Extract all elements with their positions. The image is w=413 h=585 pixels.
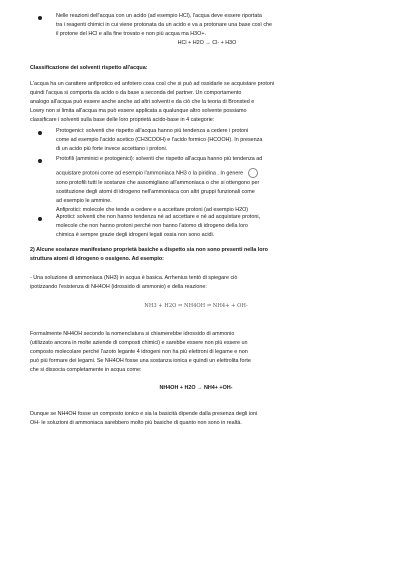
text-line: Dunque se NH4OH fosse un composto ionico e sia la basicità dipende dalla presenza degli ioni — [30, 411, 258, 417]
bullet-marker — [38, 159, 42, 163]
text-line: analogo all'acqua può essere anche anche ad altri solventi e da ciò che la teoria di Bronsted e — [30, 99, 255, 106]
pyridine-ring-icon — [248, 168, 258, 178]
text-line: che si dissocia completamente in acqua come: — [30, 367, 142, 374]
bullet-marker — [38, 16, 42, 20]
text-line: 2) Alcune sostanze manifestano proprietà basiche a dispetto sia non sono presenti nella loro — [30, 247, 268, 253]
text-line: come ad esempio l'acido acetico (CH3COOH) e l'acido formico (HCOOH). In presenza — [56, 137, 263, 144]
text-line: (utilizzato ancora in molte aziende di composti chimici) e sarebbe essere non più essere un — [30, 340, 248, 347]
text-line: Lowry non si limita all'acqua ma può essere applicata a qualunque altro solvente possiamo — [30, 108, 247, 115]
bullet-marker — [38, 131, 42, 135]
text-line: OH- le soluzioni di ammoniaca sarebbero molto più basiche di quanto non sono in realtà. — [30, 420, 242, 427]
text-line: chimica è sempre grazie degli idrogeni legati ossia non sono acidi. — [56, 232, 215, 239]
text-line: molecole che non hanno protoni perché non hanno l'atomo di idrogeno della loro — [56, 223, 248, 230]
ammonia-equation: NH3 + H2O ⇌ NH4OH ⇌ NH4+ + OH- — [144, 303, 248, 309]
bullet-hcl-block — [56, 12, 358, 48]
text-line: struttura atomi di idrogeno o ossigeno. Ad esempio: — [30, 256, 164, 263]
paragraph-3 — [30, 274, 362, 292]
text-line: classificare i solventi sulla base delle loro proprietà acido-base in 4 categorie: — [30, 117, 215, 124]
text-line: di un acido più forte invece accettano i protoni. — [56, 146, 168, 153]
text-line: Protofili (amminici e protogenici): solventi che rispetto all'acqua hanno più tendenza ad — [56, 156, 263, 162]
text-line: acquistare protoni come ad esempio l'ammoniaca NH3 o la piridina . In genere — [56, 170, 244, 177]
nh4oh-equation: NH4OH + H2O → NH4+ +OH- — [159, 385, 233, 391]
bullet-marker — [38, 217, 42, 221]
bullet-protofili — [56, 155, 358, 215]
paragraph-4 — [30, 330, 362, 375]
text-line: Protogenici: solventi che rispetto all'acqua hanno più tendenza a cedere i protoni — [56, 128, 249, 134]
text-line: tra i reagenti chimici in cui viene protonata da un acido e va a protonare una base così che — [56, 22, 273, 29]
text-line: Anfiprotici: molecole che tende a cedere e a accettare protoni (ad esempio H2O) — [56, 206, 249, 213]
paragraph-2 — [30, 246, 362, 264]
paragraph-5 — [30, 410, 362, 428]
text-line: sostituzione degli atomi di idrogeno nell'ammoniaca con altri gruppi funzionali come — [56, 188, 255, 195]
text-line: può più formare dei legami. Se NH4OH fosse una sostanza ionica e quindi un elettrolita forte — [30, 358, 251, 365]
text-line: Aprotici: solventi che non hanno tendenza né ad accettare e né ad acquistare protoni, — [56, 214, 261, 220]
text-line: composto molecolare perché l'azoto legante 4 idrogeni non ha più elettroni di legame e non — [30, 349, 248, 356]
text-line: Formalmente NH4OH secondo la nomenclatura si chiamerebbe idrossido di ammonio — [30, 331, 235, 337]
text-line: ad esempio le ammine. — [56, 197, 112, 204]
bullet-aprotici — [56, 213, 358, 240]
text-line: il protone del HCl e alla fine trovato e non più acqua ma H3O+. — [56, 31, 206, 38]
text-line: - Una soluzione di ammoniaca (NH3) in acqua è basica. Arrhenius tentò di spiegare ciò — [30, 275, 238, 281]
text-line: ipotizzando l'esistenza di NH4OH (idrossido di ammonio) e della reazione: — [30, 284, 207, 291]
text-line: L'acqua ha un carattere anfiprotico ed anfotero cosa così che si può ad ossidarle se acquistare protoni — [30, 81, 275, 87]
text-line: sono protofili tutti le sostanze che assomigliano all'ammoniaca o che si ottengono per — [56, 179, 260, 186]
section-heading: Classificazione dei solventi rispetto all'acqua: — [30, 65, 148, 71]
paragraph-intro — [30, 80, 362, 125]
text-line: quindi l'acqua si comporta da acido o da base a seconda del partner. Un comportamento — [30, 90, 242, 97]
text-line: Nelle reazioni dell'acqua con un acido (ad esempio HCl), l'acqua deve essere riportata — [56, 13, 262, 19]
bullet-protogenici — [56, 127, 358, 154]
hcl-equation: HCl + H2O → Cl- + H3O — [177, 40, 237, 47]
